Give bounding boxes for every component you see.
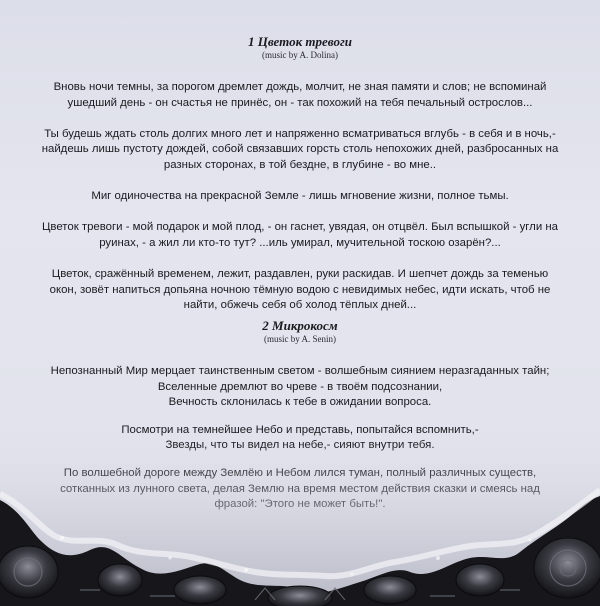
lyric-line: ушедший день - он счастья не принёс, он - так похожий на тебя печальный острослов... (67, 96, 533, 109)
lyric-stanza (20, 189, 580, 205)
lyric-line: найти, обжечь себя об холод тёплых дней... (183, 299, 417, 312)
lyric-line: Ты будешь ждать столь долгих много лет и напряженно всматриваться вглубь - в себя и в ночь,- (44, 127, 556, 140)
song-2-credit: (music by A. Senin) (264, 334, 336, 344)
lyric-stanza (20, 80, 580, 111)
lyric-line: Миг одиночества на прекрасной Земле - лишь мгновение жизни, полное тьмы. (91, 190, 509, 203)
lyric-stanza (20, 220, 580, 251)
lyric-stanza (20, 127, 580, 174)
song-1 (0, 34, 600, 314)
lyric-line: разных сторонах, в той бездне, в глубине - во мне.. (163, 158, 437, 171)
lyric-stanza (20, 267, 580, 314)
lyric-line: Вечность склонилась к тебе в ожидании вопроса. (168, 396, 432, 409)
song-1-title: 1 Цветок тревоги (248, 34, 352, 49)
song-1-lyrics (0, 80, 600, 314)
lyric-line: Посмотри на темнейшее Небо и представь, попытайся вспомнить,- (121, 423, 479, 436)
lyric-line: окон, зовёт напиться допьяна ночною тёмную водою с невидимых небес, идти искать, чтоб не (49, 283, 551, 296)
decorative-mechanical-art (0, 440, 600, 606)
lyric-line: Вновь ночи темны, за порогом дремлет дождь, молчит, не зная памяти и слов; не вспоминай (53, 81, 547, 93)
lyric-line: руинах, - а жил ли кто-то тут? ...иль умирал, мучительной тоскою озарён?... (99, 236, 501, 249)
song-2-title: 2 Микрокосм (262, 318, 338, 333)
lyric-line: найдешь лишь пустоту дождей, собой связавших горсть столь непохожих дней, разбросанных на (41, 143, 559, 156)
lyric-stanza (20, 364, 580, 411)
lyric-line: Непознанный Мир мерцает таинственным светом - волшебным сиянием неразгаданных тайн; (50, 365, 550, 377)
lyric-line: Цветок тревоги - мой подарок и мой плод, - он гаснет, увядая, он отцвёл. Был вспышкой - угли на (41, 221, 558, 234)
song-1-credit: (music by A. Dolina) (262, 50, 338, 60)
lyric-line: Вселенные дремлют во чреве - в твоём подсознании, (157, 380, 443, 393)
lyric-line: Цветок, сражённый временем, лежит, раздавлен, руки раскидав. И шепчет дождь за теменью (51, 268, 549, 281)
